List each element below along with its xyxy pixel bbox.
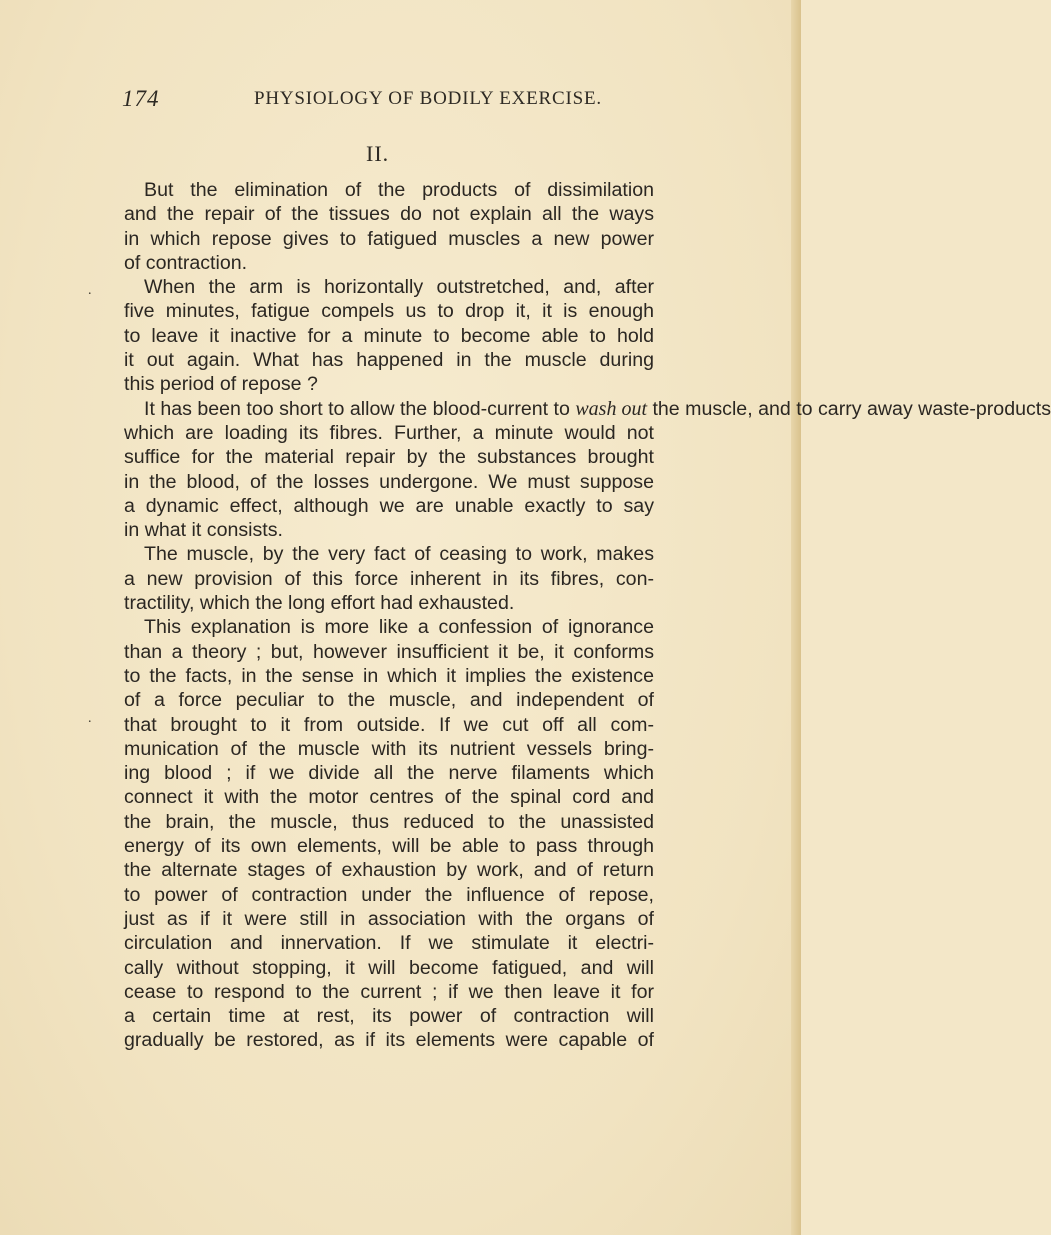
text-line: The muscle, by the very fact of ceasing to work, makes bbox=[144, 543, 654, 566]
paragraph bbox=[124, 397, 1051, 543]
text-line: to power of contraction under the influence of repose, bbox=[124, 883, 654, 906]
text-line: and the repair of the tissues do not explain all the ways bbox=[124, 203, 654, 226]
text-line: in what it consists. bbox=[124, 519, 283, 542]
text-line: ing blood ; if we divide all the nerve filaments which bbox=[124, 762, 654, 785]
text-line: a dynamic effect, although we are unable exactly to say bbox=[124, 494, 654, 517]
section-heading: II. bbox=[366, 141, 390, 166]
text-line: a certain time at rest, its power of contraction will bbox=[124, 1005, 654, 1028]
page-number: 174 bbox=[122, 86, 160, 111]
text-line: cease to respond to the current ; if we then leave it for bbox=[124, 980, 654, 1003]
text-line: in the blood, of the losses undergone. We must suppose bbox=[124, 470, 654, 493]
body-text bbox=[124, 178, 1051, 1053]
running-title: PHYSIOLOGY OF BODILY EXERCISE. bbox=[254, 88, 602, 109]
text-line: tractility, which the long effort had exhausted. bbox=[124, 592, 515, 615]
page-edge-shadow bbox=[791, 0, 801, 1235]
text-line: to leave it inactive for a minute to become able to hold bbox=[124, 324, 654, 347]
text-line: gradually be restored, as if its elements were capable of bbox=[124, 1029, 654, 1052]
line-text: It has been too short to allow the blood-current to bbox=[144, 397, 576, 420]
text-line: circulation and innervation. If we stimulate it electri- bbox=[124, 932, 654, 955]
text-line: the brain, the muscle, thus reduced to the unassisted bbox=[124, 810, 654, 833]
text-line: But the elimination of the products of dissimilation bbox=[144, 179, 654, 201]
text-line: in which repose gives to fatigued muscles a new power bbox=[124, 227, 654, 250]
text-line: than a theory ; but, however insufficient it be, it conforms bbox=[124, 640, 654, 663]
text-line: This explanation is more like a confession of ignorance bbox=[144, 616, 654, 639]
paragraph bbox=[124, 275, 654, 396]
text-line: suffice for the material repair by the substances brought bbox=[124, 446, 654, 469]
paragraph bbox=[124, 178, 654, 275]
text-line: energy of its own elements, will be able to pass through bbox=[124, 835, 654, 858]
margin-dot: . bbox=[88, 283, 92, 298]
text-line: When the arm is horizontally outstretched, and, after bbox=[144, 276, 654, 299]
text-line: just as if it were still in association with the organs of bbox=[124, 907, 654, 930]
text-line: that brought to it from outside. If we cut off all com- bbox=[124, 713, 654, 736]
line-text: the muscle, and to carry away waste-products bbox=[647, 397, 1051, 420]
text-line: which are loading its fibres. Further, a minute would not bbox=[124, 421, 654, 444]
text-line: munication of the muscle with its nutrient vessels bring- bbox=[124, 737, 654, 760]
text-line: a new provision of this force inherent in its fibres, con- bbox=[124, 567, 654, 590]
text-line: five minutes, fatigue compels us to drop it, it is enough bbox=[124, 300, 654, 323]
paragraph bbox=[124, 615, 654, 1052]
text-line: connect it with the motor centres of the spinal cord and bbox=[124, 786, 654, 809]
text-line: this period of repose ? bbox=[124, 373, 318, 396]
text-line: of contraction. bbox=[124, 251, 248, 274]
running-head bbox=[122, 86, 642, 114]
margin-dot: . bbox=[88, 711, 92, 726]
text-line: the alternate stages of exhaustion by work, and of return bbox=[124, 859, 654, 882]
paragraph bbox=[124, 542, 654, 615]
italic-phrase: wash out bbox=[575, 397, 648, 420]
text-line: to the facts, in the sense in which it implies the existence bbox=[124, 664, 654, 687]
text-line: it out again. What has happened in the muscle during bbox=[124, 349, 654, 372]
text-line bbox=[124, 397, 1051, 421]
text-line: of a force peculiar to the muscle, and independent of bbox=[124, 689, 654, 712]
text-line: cally without stopping, it will become fatigued, and will bbox=[124, 956, 654, 979]
